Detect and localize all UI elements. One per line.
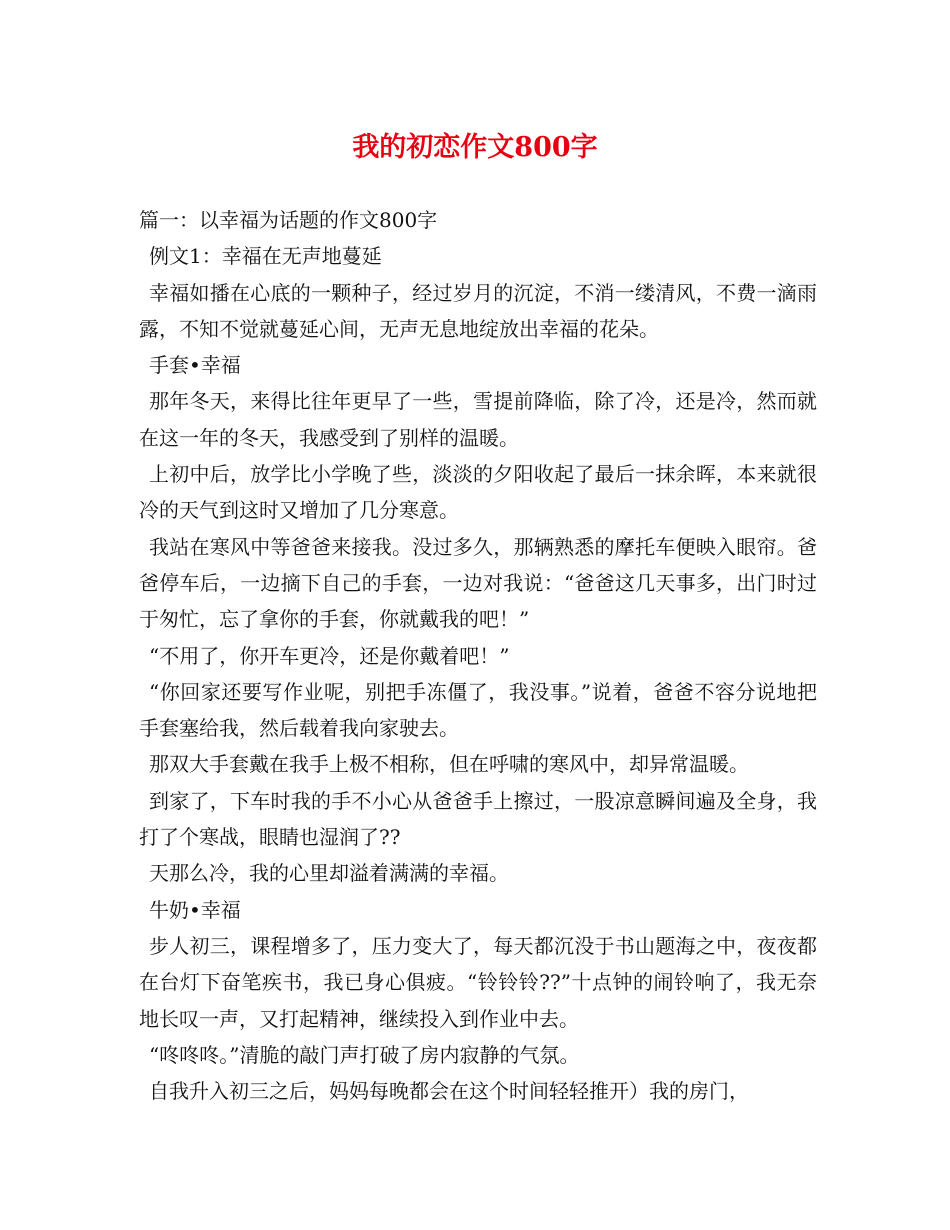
paragraph: “不用了，你开车更冷，还是你戴着吧！” (149, 643, 510, 668)
example-heading: 例文1：幸福在无声地蔓延 (149, 244, 382, 269)
paragraph: 幸福如播在心底的一颗种子，经过岁月的沉淀，不消一缕清风，不费一滴雨露，不知不觉就蔓延心间，无声无息地绽放出幸福的花朵。 (139, 280, 817, 341)
section-heading-gloves: 手套•幸福 (149, 353, 241, 378)
document-title: 我的初恋作文800字 (352, 132, 598, 163)
paragraph: 我站在寒风中等爸爸来接我。没过多久，那辆熟悉的摩托车便映入眼帘。爸爸停车后，一边摘下自己的手套，一边对我说：“爸爸这几天事多，出门时过于匆忙，忘了拿你的手套，你就戴我的吧！” (139, 534, 817, 632)
paragraph: 步人初三，课程增多了，压力变大了，每天都沉没于书山题海之中，夜夜都在台灯下奋笔疾书，我已身心俱疲。“铃铃铃??”十点钟的闹铃响了，我无奈地长叹一声，又打起精神，继续投入到作业中去。 (139, 933, 817, 1031)
paragraph: 天那么冷，我的心里却溢着满满的幸福。 (149, 861, 509, 886)
paragraph: 那年冬天，来得比往年更早了一些，雪提前降临，除了冷，还是冷，然而就在这一年的冬天，我感受到了别样的温暖。 (139, 389, 817, 450)
paragraph: “你回家还要写作业呢，别把手冻僵了，我没事。”说着，爸爸不容分说地把手套塞给我，然后载着我向家驶去。 (139, 679, 817, 741)
document-body (139, 202, 817, 1109)
paragraph: “咚咚咚。”清脆的敲门声打破了房内寂静的气氛。 (149, 1042, 580, 1067)
paragraph: 自我升入初三之后，妈妈每晚都会在这个时间轻轻推开）我的房门， (149, 1079, 749, 1104)
paragraph: 那双大手套戴在我手上极不相称，但在呼啸的寒风中，却异常温暖。 (149, 752, 749, 777)
heading-part-1: 篇一：以幸福为话题的作文800字 (139, 208, 438, 232)
paragraph: 到家了，下车时我的手不小心从爸爸手上擦过，一股凉意瞬间遍及全身，我打了个寒战，眼睛也湿润了?? (139, 788, 817, 850)
paragraph: 上初中后，放学比小学晚了些，淡淡的夕阳收起了最后一抹余晖，本来就很冷的天气到这时又增加了几分寒意。 (139, 462, 817, 523)
section-heading-milk: 牛奶•幸福 (149, 897, 241, 922)
